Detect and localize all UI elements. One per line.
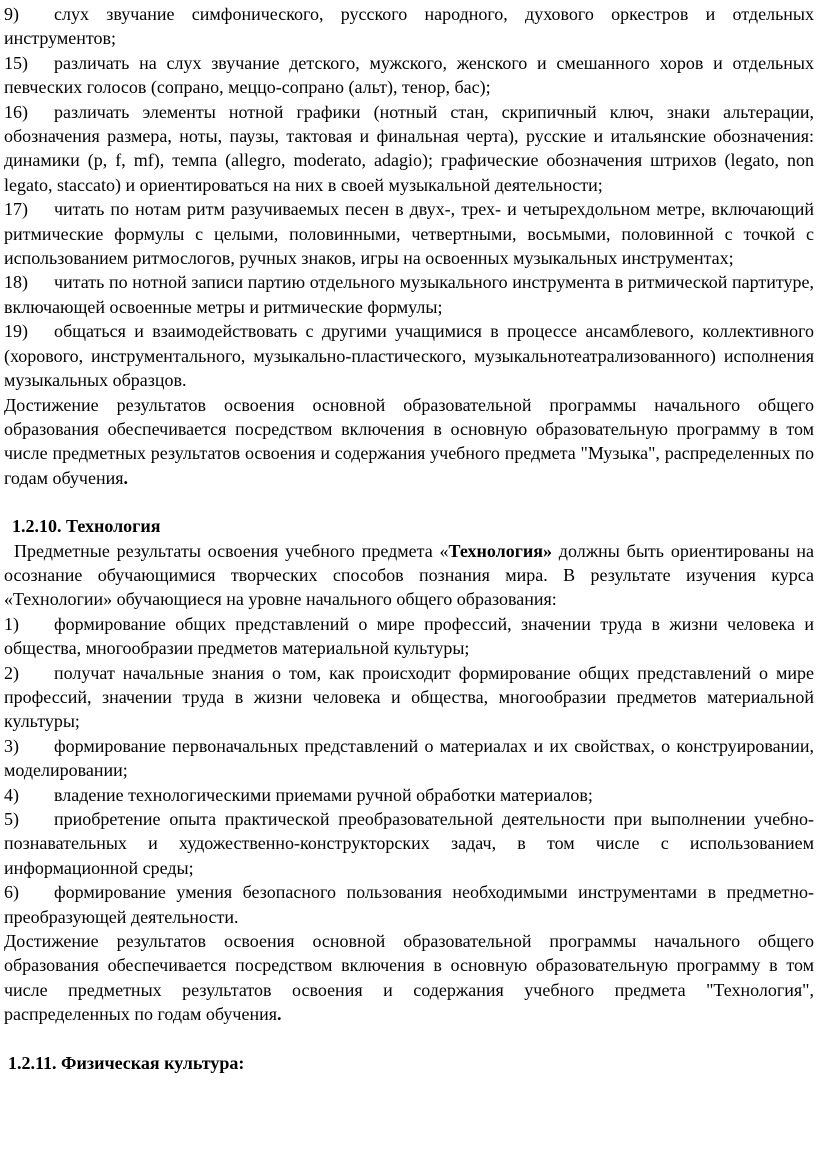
item-text: общаться и взаимодействовать с другими учащимися в процессе ансамблевого, коллективного (хорового, инструментального, музыкально-пластического, музыкальнотеатрализованного) исполнения музыкальных образцов. — [4, 321, 814, 391]
section-heading-technology: 1.2.10. Технология — [12, 516, 161, 537]
item-number: 17) — [4, 199, 28, 220]
item-text: формирование первоначальных представлений о материалах и их свойствах, о конструировании, моделировании; — [4, 735, 814, 781]
item-number: 9) — [4, 4, 19, 24]
item-number: 5) — [4, 809, 19, 829]
item-number: 15) — [4, 52, 28, 73]
tech-item-1 — [4, 612, 814, 661]
music-item-15 — [4, 51, 814, 100]
tech-intro-text-b: должны быть ориентированы на осознание обучающимися творческих способов познания мира. В результате изучения курса «Технологии» обучающиеся на уровне начального общего образования: — [4, 540, 814, 610]
tech-conclusion-text: Достижение результатов освоения основной образовательной программы начального общего образования обеспечивается посредством включения в основную образовательную программу в том числе предметных результатов освоения и содержания учебного предмета "Технология", распределенных по годам обучения — [4, 931, 814, 1025]
music-item-16 — [4, 100, 814, 198]
item-number: 2) — [4, 662, 19, 683]
item-number: 3) — [4, 735, 19, 756]
tech-intro-bold: Технология» — [448, 540, 552, 561]
tech-item-6 — [4, 880, 814, 929]
music-item-9 — [4, 2, 814, 51]
tech-intro-text-a: Предметные результаты освоения учебного предмета « — [14, 540, 449, 561]
music-conclusion-end: . — [123, 467, 129, 488]
item-number: 19) — [4, 321, 28, 342]
music-item-17 — [4, 197, 814, 270]
music-item-18 — [4, 270, 814, 319]
item-number: 1) — [4, 613, 19, 634]
music-conclusion-text: Достижение результатов освоения основной образовательной программы начального общего образования обеспечивается посредством включения в основную образовательную программу в том числе предметных результатов освоения и содержания учебного предмета "Музыка", распределенных по годам обучения — [4, 394, 814, 488]
tech-item-3 — [4, 734, 814, 783]
tech-conclusion-end: . — [277, 1004, 282, 1025]
music-item-19 — [4, 319, 814, 392]
item-number: 18) — [4, 272, 28, 293]
item-text: слух звучание симфонического, русского народного, духового оркестров и отдельных инструментов; — [4, 4, 814, 49]
item-text: читать по нотам ритм разучиваемых песен в двух-, трех- и четырехдольном метре, включающий ритмические формулы с целыми, половинными, четвертными, восьмыми, половинной с точкой с использованием ритмослогов, ручных знаков, игры на освоенных музыкальных инструментах; — [4, 199, 814, 269]
tech-item-4 — [4, 783, 814, 807]
item-number: 6) — [4, 882, 19, 903]
item-number: 4) — [4, 784, 19, 805]
item-text: приобретение опыта практической преобразовательной деятельности при выполнении учебно-познавательных и художественно-конструкторских задач, в том числе с использованием информационной среды; — [4, 809, 814, 878]
item-text: владение технологическими приемами ручной обработки материалов; — [54, 784, 593, 805]
music-conclusion — [4, 393, 814, 491]
tech-conclusion — [4, 929, 814, 1027]
section-heading-physical-culture: 1.2.11. Физическая культура: — [8, 1052, 245, 1073]
item-text: формирование общих представлений о мире профессий, значении труда в жизни человека и общества, многообразии предметов материальной культуры; — [4, 613, 814, 659]
item-text: читать по нотной записи партию отдельного музыкального инструмента в ритмической партитуре, включающей освоенные метры и ритмические формулы; — [4, 272, 814, 317]
tech-item-5 — [4, 807, 814, 880]
item-text: различать на слух звучание детского, мужского, женского и смешанного хоров и отдельных певческих голосов (сопрано, меццо-сопрано (альт), тенор, бас); — [4, 52, 814, 98]
item-text: формирование умения безопасного пользования необходимыми инструментами в предметно-преобразующей деятельности. — [4, 882, 814, 927]
item-number: 16) — [4, 101, 28, 122]
tech-intro — [4, 539, 814, 612]
item-text: различать элементы нотной графики (нотный стан, скрипичный ключ, знаки альтерации, обозначения размера, ноты, паузы, тактовая и финальная черта), русские и итальянские обозначения: динамики (p, f, mf), темпа (allegro, moderato, adagio); графические обозначения штрихов (legato, non legato, staccato) и ориентироваться на них в своей музыкальной деятельности; — [4, 101, 814, 195]
tech-item-2 — [4, 661, 814, 734]
item-text: получат начальные знания о том, как происходит формирование общих представлений о мире профессий, значении труда в жизни человека и общества, многообразии предметов материальной культуры; — [4, 662, 814, 732]
